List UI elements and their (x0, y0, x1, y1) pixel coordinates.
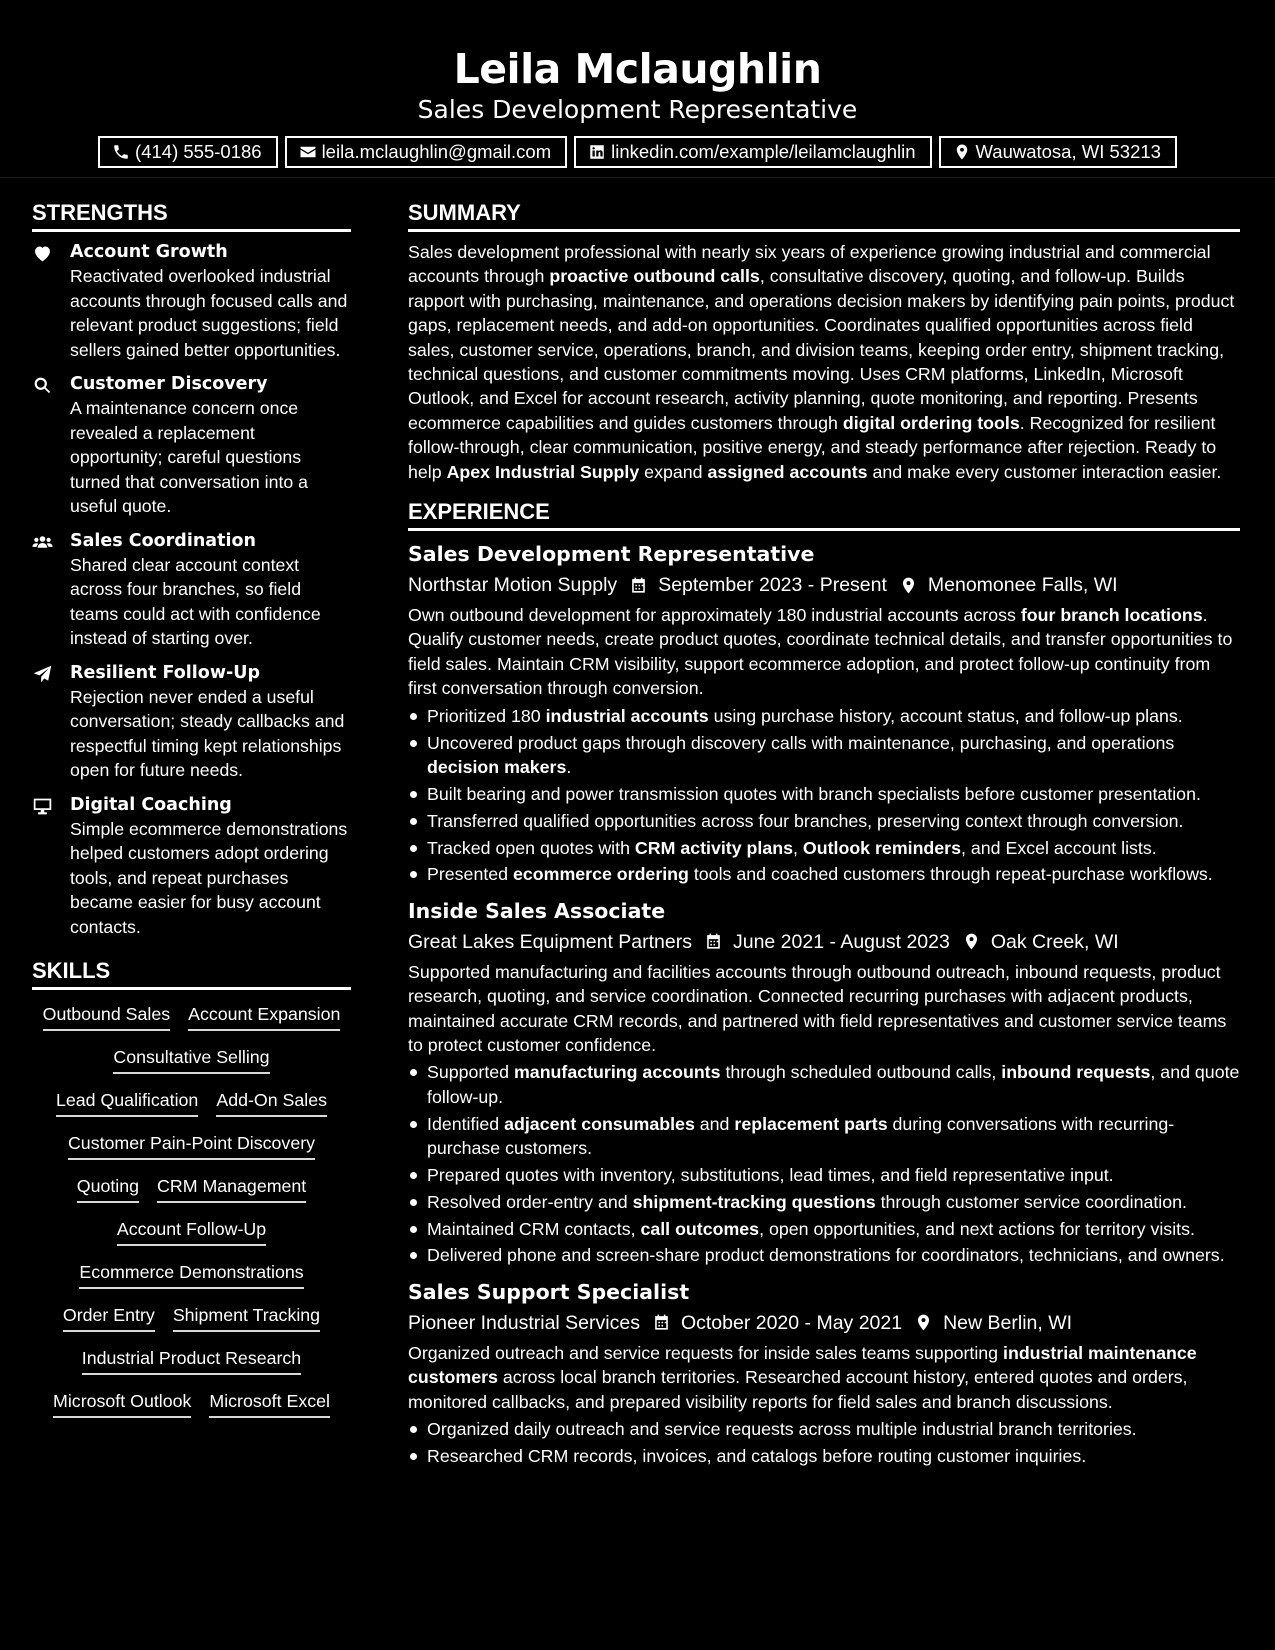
text-run: , and Excel account lists. (961, 837, 1157, 858)
bold-text: replacement parts (734, 1113, 888, 1134)
job-company: Northstar Motion Supply (408, 574, 618, 597)
text-run: . Qualify customer needs, create product quotes, coordinate technical details, and transfer opportunities to field sales. Maintain CRM visibility, support ecommerce adoption, and protect follow-up continuity from first conversation through conversion. (408, 605, 1233, 699)
job-location: Oak Creek, WI (990, 930, 1119, 953)
bold-text: ecommerce ordering (513, 864, 689, 885)
text-run: and make every customer interaction easier. (867, 461, 1222, 482)
strength-item (32, 529, 351, 651)
job-location: Menomonee Falls, WI (927, 574, 1118, 597)
strength-item (32, 793, 351, 940)
strength-title: Customer Discovery (70, 374, 268, 394)
calendar-icon (652, 1313, 671, 1332)
bullet-item (408, 836, 1240, 860)
text-run: Prioritized 180 (427, 705, 546, 726)
text-run: Resolved order-entry and (427, 1191, 633, 1212)
text-run: Sales development professional with nearly six years of experience growing industrial and commercial accounts through (408, 242, 1211, 287)
skill-tag: CRM Management (157, 1174, 306, 1203)
skill-tag: Order Entry (63, 1303, 155, 1332)
right-column (408, 197, 1240, 1477)
text-run: Prepared quotes with inventory, substitutions, lead times, and field representative input. (427, 1164, 1114, 1185)
skill-row (32, 1045, 351, 1074)
contact-email[interactable] (285, 136, 568, 168)
bold-text: manufacturing accounts (514, 1062, 721, 1083)
calendar-icon (629, 576, 648, 595)
strength-title: Digital Coaching (70, 794, 232, 815)
linkedin-icon (588, 143, 606, 161)
text-run: Built bearing and power transmission quotes with branch specialists before customer presentation. (427, 783, 1201, 804)
skill-row (32, 1131, 351, 1160)
contact-linkedin-text: linkedin.com/example/leilamclaughlin (611, 141, 916, 162)
map-marker-icon (914, 1313, 933, 1332)
skill-row (32, 1002, 351, 1031)
skill-tag: Lead Qualification (56, 1088, 198, 1117)
skill-row (32, 1303, 351, 1332)
skill-tag: Add-On Sales (216, 1088, 327, 1117)
bold-text: Outlook reminders (802, 837, 961, 858)
job-entry (408, 539, 1240, 887)
job-bullets (408, 1060, 1240, 1267)
job-description (408, 603, 1240, 701)
bullet-item (408, 1217, 1240, 1241)
text-run: Maintained CRM contacts, (427, 1218, 641, 1239)
bullet-item (408, 704, 1240, 728)
text-run: and (694, 1113, 735, 1134)
bold-text: call outcomes (640, 1218, 760, 1239)
text-run: , consultative discovery, quoting, and follow-up. Builds rapport with purchasing, maintenance, and operations decision makers by identifying pain points, product gaps, replacement needs, and add-on opportunities. Coordinates qualified opportunities across field sales, customer service, operations, branch, and division teams, keeping order entry, shipment tracking, technical questions, and customer commitments moving. Uses CRM platforms, LinkedIn, Microsoft Outlook, and Excel for account research, activity planning, quote monitoring, and reporting. Presents ecommerce capabilities and guides customers through (408, 266, 1235, 433)
phone-icon (112, 143, 130, 161)
skill-row (32, 1088, 351, 1117)
text-run: , open opportunities, and next actions for territory visits. (759, 1218, 1195, 1239)
text-run: Identified (427, 1113, 505, 1134)
bullet-item (408, 1112, 1240, 1161)
strengths-heading: STRENGTHS (32, 197, 351, 232)
text-run: Uncovered product gaps through discovery calls with maintenance, purchasing, and operations (427, 732, 1175, 753)
contact-phone-text: (414) 555-0186 (135, 141, 262, 162)
job-company: Great Lakes Equipment Partners (408, 930, 692, 953)
skills-heading: SKILLS (32, 955, 351, 990)
text-run: through scheduled outbound calls, (720, 1062, 1002, 1083)
heart-icon (32, 243, 53, 264)
text-run: tools and coached customers through repeat-purchase workflows. (688, 864, 1213, 885)
job-dates: September 2023 - Present (658, 574, 887, 597)
calendar-icon (704, 932, 723, 951)
bold-text: shipment-tracking questions (632, 1191, 876, 1212)
skill-row (32, 1217, 351, 1246)
skill-row (32, 1174, 351, 1203)
candidate-name: Leila Mclaughlin (453, 45, 822, 93)
contact-bar (0, 136, 1275, 168)
job-meta (408, 569, 1240, 601)
job-meta (408, 1307, 1240, 1339)
skill-tag: Account Expansion (188, 1002, 340, 1031)
text-run: , (793, 837, 803, 858)
summary-heading: SUMMARY (408, 197, 1240, 232)
skill-row (32, 1389, 351, 1418)
bold-text: Apex Industrial Supply (446, 461, 640, 482)
job-title: Sales Support Specialist (408, 1279, 690, 1304)
candidate-title: Sales Development Representative (417, 95, 858, 124)
bullet-item (408, 731, 1240, 780)
bullet-item (408, 1060, 1240, 1109)
job-company: Pioneer Industrial Services (408, 1311, 640, 1334)
contact-location-text: Wauwatosa, WI 53213 (975, 141, 1161, 162)
skills-list (32, 1002, 351, 1418)
job-meta (408, 926, 1240, 958)
skill-tag: Ecommerce Demonstrations (79, 1260, 303, 1289)
desktop-icon (32, 796, 53, 817)
text-run: Researched CRM records, invoices, and catalogs before routing customer inquiries. (427, 1445, 1087, 1466)
strength-title: Account Growth (70, 242, 228, 262)
text-run: Supported (427, 1062, 514, 1083)
bold-text: decision makers (427, 756, 567, 777)
skill-row (32, 1346, 351, 1375)
text-run: . Recognized for resilient follow-through, clear communication, positive energy, and steady performance after rejection. Ready to help (408, 412, 1217, 482)
strength-desc: A maintenance concern once revealed a replacement opportunity; careful questions turned that conversation into a useful quote. (70, 398, 308, 516)
bold-text: adjacent consumables (504, 1113, 695, 1134)
job-location: New Berlin, WI (943, 1311, 1073, 1334)
bullet-item (408, 1243, 1240, 1267)
skill-tag: Consultative Selling (113, 1045, 269, 1074)
bullet-item (408, 782, 1240, 806)
experience-heading: EXPERIENCE (408, 496, 1240, 531)
text-run: across local branch territories. Researched account history, entered quotes and orders, monitored callbacks, and prepared visibility reports for field sales and branch discussions. (408, 1367, 1188, 1412)
job-bullets (408, 1417, 1240, 1468)
bullet-item (408, 1417, 1240, 1441)
search-icon (32, 375, 53, 396)
strength-item (32, 240, 351, 362)
bold-text: inbound requests (1001, 1062, 1151, 1083)
bullet-item (408, 1190, 1240, 1214)
job-dates: October 2020 - May 2021 (680, 1311, 903, 1334)
bold-text: industrial maintenance customers (408, 1342, 1197, 1388)
job-entry (408, 1277, 1240, 1468)
contact-linkedin[interactable] (574, 136, 931, 168)
strength-title: Sales Coordination (70, 530, 256, 551)
skill-tag: Outbound Sales (43, 1002, 171, 1031)
bullet-item (408, 1444, 1240, 1468)
text-run: Presented (427, 864, 513, 885)
text-run: through customer service coordination. (875, 1191, 1187, 1212)
text-run: Organized daily outreach and service requests across multiple industrial branch territories. (427, 1418, 1137, 1439)
strength-desc: Shared clear account context across four branches, so field teams could act with confidence instead of starting over. (70, 554, 321, 648)
text-run: expand (639, 461, 708, 482)
job-title: Sales Development Representative (408, 542, 815, 567)
skill-row (32, 1260, 351, 1289)
text-run: Own outbound development for approximately 180 industrial accounts across (408, 605, 1021, 626)
bold-text: industrial accounts (545, 705, 709, 726)
strength-item (32, 661, 351, 783)
strength-desc: Rejection never ended a useful conversation; steady callbacks and respectful timing kept relationships open for future needs. (70, 686, 345, 780)
text-run: using purchase history, account status, and follow-up plans. (708, 705, 1183, 726)
strength-title: Resilient Follow-Up (70, 662, 260, 683)
map-marker-icon (962, 932, 981, 951)
job-dates: June 2021 - August 2023 (732, 930, 950, 953)
text-run: , and quote follow-up. (427, 1062, 1240, 1107)
map-marker-icon (953, 143, 971, 161)
bold-text: proactive outbound calls (549, 266, 760, 287)
skill-tag: Account Follow-Up (117, 1217, 266, 1246)
users-icon (32, 532, 53, 553)
job-bullets (408, 704, 1240, 887)
bold-text: four branch locations (1020, 605, 1203, 626)
text-run: Tracked open quotes with (427, 837, 635, 858)
bullet-item (408, 1163, 1240, 1187)
skill-tag: Industrial Product Research (82, 1346, 301, 1375)
skill-tag: Microsoft Excel (209, 1389, 330, 1418)
bold-text: digital ordering tools (842, 412, 1020, 433)
contact-phone[interactable] (98, 136, 278, 168)
envelope-icon (299, 143, 317, 161)
job-entry (408, 896, 1240, 1268)
strength-desc: Simple ecommerce demonstrations helped customers adopt ordering tools, and repeat purchases became easier for busy account contacts. (70, 818, 348, 937)
job-description (408, 960, 1240, 1058)
bullet-item (408, 862, 1240, 886)
map-marker-icon (899, 576, 918, 595)
left-column (32, 197, 351, 1432)
paper-plane-icon (32, 664, 53, 685)
experience-list (408, 539, 1240, 1468)
contact-location[interactable] (939, 136, 1177, 168)
text-run: Organized outreach and service requests for inside sales teams supporting (408, 1342, 1004, 1363)
skill-tag: Customer Pain-Point Discovery (68, 1131, 315, 1160)
text-run: . (566, 756, 572, 777)
bold-text: assigned accounts (707, 461, 868, 482)
contact-email-text: leila.mclaughlin@gmail.com (321, 141, 552, 162)
text-run: Transferred qualified opportunities across four branches, preserving context through conversion. (427, 810, 1184, 831)
skill-tag: Shipment Tracking (173, 1303, 320, 1332)
strength-item (32, 372, 351, 519)
resume-header (0, 0, 1275, 178)
skill-tag: Quoting (77, 1174, 139, 1203)
job-title: Inside Sales Associate (408, 898, 666, 923)
strength-desc: Reactivated overlooked industrial accounts through focused calls and relevant product suggestions; field sellers gained better opportunities. (70, 266, 348, 360)
skill-tag: Microsoft Outlook (53, 1389, 191, 1418)
bullet-item (408, 809, 1240, 833)
summary-text (408, 240, 1240, 484)
job-description (408, 1341, 1240, 1414)
text-run: Delivered phone and screen-share product demonstrations for coordinators, technicians, and owners. (427, 1245, 1225, 1266)
text-run: during conversations with recurring-purchase customers. (427, 1113, 1175, 1158)
text-run: Supported manufacturing and facilities accounts through outbound outreach, inbound requests, product research, quoting, and service coordination. Connected recurring purchases with adjacent products, maintained accurate CRM records, and partnered with field representatives and customer service teams to protect customer confidence. (408, 961, 1227, 1055)
bold-text: CRM activity plans (634, 837, 794, 858)
